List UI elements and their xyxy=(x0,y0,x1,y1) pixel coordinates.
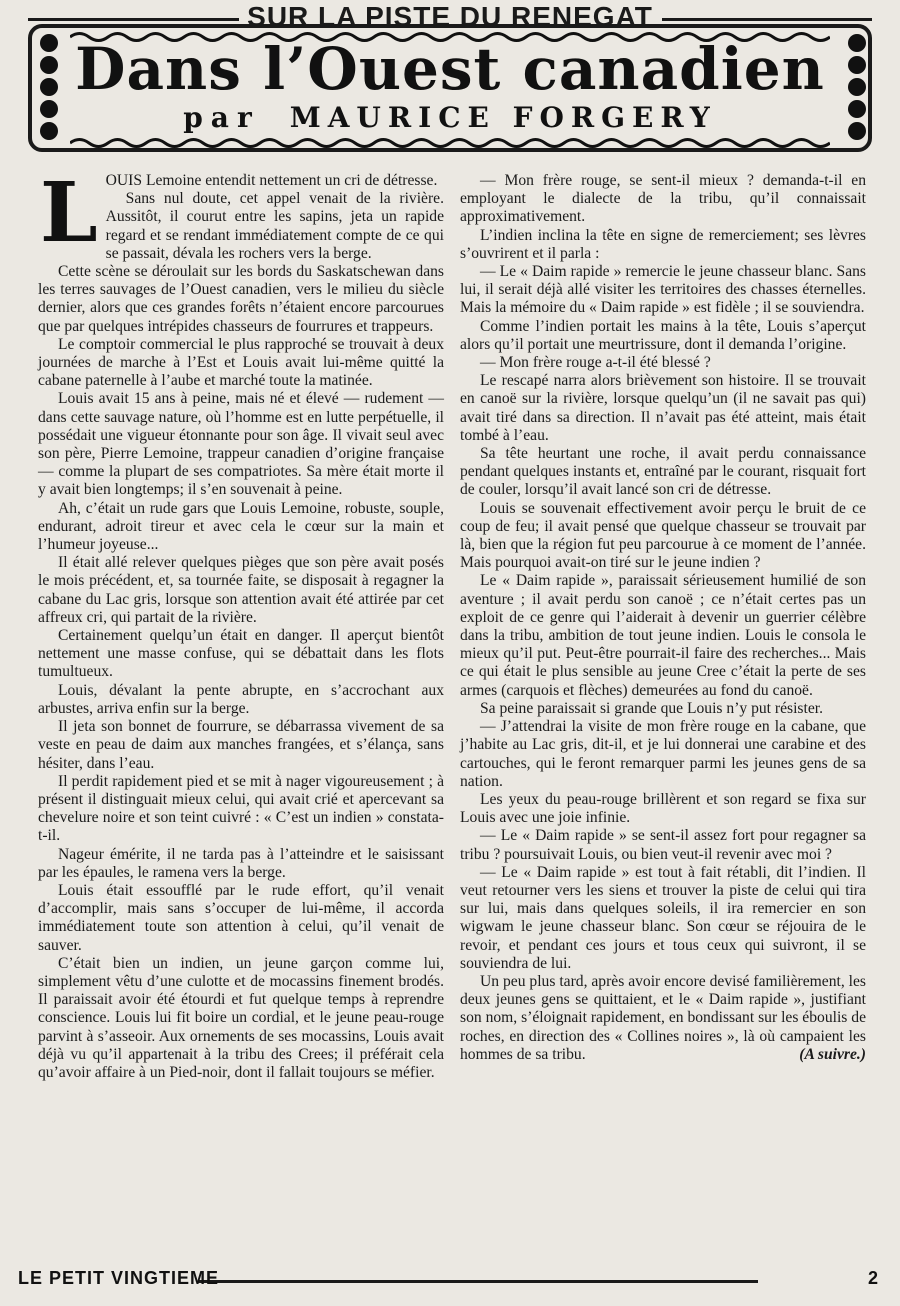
paragraph: Il était allé relever quelques pièges que son père avait posés le mois précédent, et, sa tournée faite, se disposait à regagner la cabane du Lac gris, lorsque son attention avait été attirée par cet affreux cri, qui partait de la rivière. xyxy=(38,554,444,626)
paragraph: Le « Daim rapide », paraissait sérieusement humilié de son aventure ; il avait perdu son canoë ; ce n’était certes pas un exploit de ce genre qui l’aiderait à devenir un guerrier célèbre dans la tribu, ambition de tout jeune indien. Louis le consola le mieux qu’il put. Peut-être pourrait-il faire des recherches... Mais ce qui était le plus sensible au jeune Cree c’était la perte de ses armes (carquois et flèches) demeurées au fond du canoë. xyxy=(460,572,866,699)
paragraph: — J’attendrai la visite de mon frère rouge en la cabane, que j’habite au Lac gris, dit-il, et je lui donnerai une carabine et des cartouches, qui le feront remarquer parmi les jeunes gens de sa nation. xyxy=(460,718,866,790)
byline xyxy=(0,100,900,136)
paragraph xyxy=(460,973,866,1064)
paragraph: — Le « Daim rapide » se sent-il assez fort pour regagner sa tribu ? poursuivait Louis, ou bien veut-il revenir avec moi ? xyxy=(460,827,866,863)
article-column-left xyxy=(38,165,444,1082)
paragraph: Louis avait 15 ans à peine, mais né et élevé — rudement — dans cette sauvage nature, où l’homme est en lutte perpétuelle, il possédait une vigueur étonnante pour son âge. Il vivait seul avec son père, Pierre Lemoine, trappeur canadien d’origine française — comme la plupart de ses compatriotes. Sa mère était morte il y avait bien longtemps; il s’en souvenait à peine. xyxy=(38,390,444,499)
paragraph: — Le « Daim rapide » remercie le jeune chasseur blanc. Sans lui, il serait déjà allé visiter les territoires des chasses éternelles. Mais la mémoire du « Daim rapide » est fidèle ; il se souviendra. xyxy=(460,263,866,317)
paragraph: OUIS Lemoine entendit nettement un cri de détresse. xyxy=(105,172,438,189)
paragraph: Comme l’indien portait les mains à la tête, Louis s’aperçut alors qu’il portait une meurtrissure, dont il demanda l’origine. xyxy=(460,317,866,353)
publication-name: LE PETIT VINGTIEME xyxy=(18,1268,220,1288)
drop-cap: L xyxy=(40,165,98,261)
page-number: 2 xyxy=(868,1268,879,1288)
series-title: SUR LA PISTE DU RENEGAT xyxy=(0,0,900,34)
paragraph: — Mon frère rouge a-t-il été blessé ? xyxy=(480,354,711,372)
paragraph: C’était bien un indien, un jeune garçon comme lui, simplement vêtu d’une culotte et de mocassins finement brodés. Il paraissait avoir été étourdi et fut quelque temps à reprendre conscience. Louis lui fit boire un cordial, et le jeune peau-rouge parvint à s’asseoir. Aux ornements de ses mocassins, Louis avait déjà vu qu’il appartenait à la tribu des Crees; il préférait cela qu’avoir affaire à un Pied-noir, dont il fallait toujours se méfier. xyxy=(38,954,444,1081)
footer-rule xyxy=(198,1280,758,1283)
paragraph: Nageur émérite, il ne tarda pas à l’atteindre et le saisissant par les épaules, le ramena vers la berge. xyxy=(38,845,444,881)
paragraph: Il jeta son bonnet de fourrure, se débarrassa vivement de sa veste en peau de daim aux manches frangées, et s’élança, sans hésiter, dans l’eau. xyxy=(38,718,444,772)
paragraph-text: Un peu plus tard, après avoir encore devisé familièrement, les deux jeunes gens se quittaient, et le « Daim rapide », justifiant son nom, s’éloignait rapidement, en bondissant sur les éboulis de roches, en direction des « Collines noires », là où campaient les hommes de sa tribu. xyxy=(460,972,866,1063)
author-name: MAURICE FORGERY xyxy=(289,101,717,134)
paragraph: Louis se souvenait effectivement avoir perçu le bruit de ce coup de feu; il avait pensé que quelque chasseur se trouvait par là, bien que la région fut peu parcourue à ce moment de l’année. Mais pourquoi avait-on tiré sur le jeune indien ? xyxy=(460,499,866,572)
paragraph: Il perdit rapidement pied et se mit à nager vigoureusement ; à présent il distinguait mieux celui, qui avait crié et apercevant sa chevelure noire et son teint cuivré : « C’est un indien » constata-t-il. xyxy=(38,772,444,845)
paragraph: Louis, dévalant la pente abrupte, en s’accrochant aux arbustes, arriva enfin sur la berge. xyxy=(38,681,444,717)
paragraph: Certainement quelqu’un était en danger. Il aperçut bientôt nettement une masse confuse, qui se débattait dans les flots tumultueux. xyxy=(38,627,444,681)
article-title: Dans l’Ouest canadien xyxy=(75,35,825,103)
to-be-continued: (A suivre.) xyxy=(799,1045,866,1063)
paragraph: L’indien inclina la tête en signe de remerciement; ses lèvres s’ouvrirent et il parla : xyxy=(460,226,866,262)
paragraph: Le rescapé narra alors brièvement son histoire. Il se trouvait en canoë sur la rivière, lorsque quelqu’un (il ne savait pas qui) avait tiré dans sa direction. Il n’avait pas été atteint, mais était tombé à l’eau. xyxy=(460,372,866,444)
article-column-right xyxy=(460,172,866,1064)
paragraph: Ah, c’était un rude gars que Louis Lemoine, robuste, souple, endurant, adroit tireur et avec cela le cœur sur la main et l’humeur joyeuse... xyxy=(38,499,444,554)
paragraph: — Mon frère rouge, se sent-il mieux ? demanda-t-il en employant le dialecte de la tribu, qu’il connaissait approximativement. xyxy=(460,172,866,226)
wave-ornament-bottom xyxy=(70,136,830,150)
paragraph: Le comptoir commercial le plus rapproché se trouvait à deux journées de marche à l’Est et Louis avait lui-même quitté la cabane paternelle à l’aube et marché toute la matinée. xyxy=(38,335,444,390)
paragraph: Sa tête heurtant une roche, il avait perdu connaissance pendant quelques instants et, entraîné par le courant, risquait fort de couler, lorsqu’il avait lancé son cri de détresse. xyxy=(460,445,866,499)
byline-par: par xyxy=(183,101,260,134)
paragraph: Cette scène se déroulait sur les bords du Saskatschewan dans les terres sauvages de l’Ouest canadien, vers le milieu du siècle dernier, alors que ces grandes forêts n’étaient encore parcourues que par quelques intrépides chasseurs de fourrures et trappeurs. xyxy=(38,263,444,335)
paragraph: Sans nul doute, cet appel venait de la rivière. Aussitôt, il courut entre les sapins, jeta un rapide regard et se rendant immédiatement compte de ce qui se passait, dévala les rochers vers la berge. xyxy=(105,190,444,262)
paragraph: Louis était essoufflé par le rude effort, qu’il venait d’accomplir, mais sans s’occuper de lui-même, il accorda immédiatement toute son attention à celui, qu’il venait de sauver. xyxy=(38,881,444,954)
paragraph: — Le « Daim rapide » est tout à fait rétabli, dit l’indien. Il veut retourner vers les siens et trouver la piste de celui qui tira sur lui, mais dans quelques soleils, il ira remercier en son wigwam le jeune chasseur blanc. Son cœur se réjouira de le revoir, et pendant ces jours et tous ceux qui suivront, il se souviendra de lui. xyxy=(460,863,866,972)
paragraph: Les yeux du peau-rouge brillèrent et son regard se fixa sur Louis avec une joie infinie. xyxy=(460,790,866,827)
paragraph: Sa peine paraissait si grande que Louis n’y put résister. xyxy=(480,699,823,717)
